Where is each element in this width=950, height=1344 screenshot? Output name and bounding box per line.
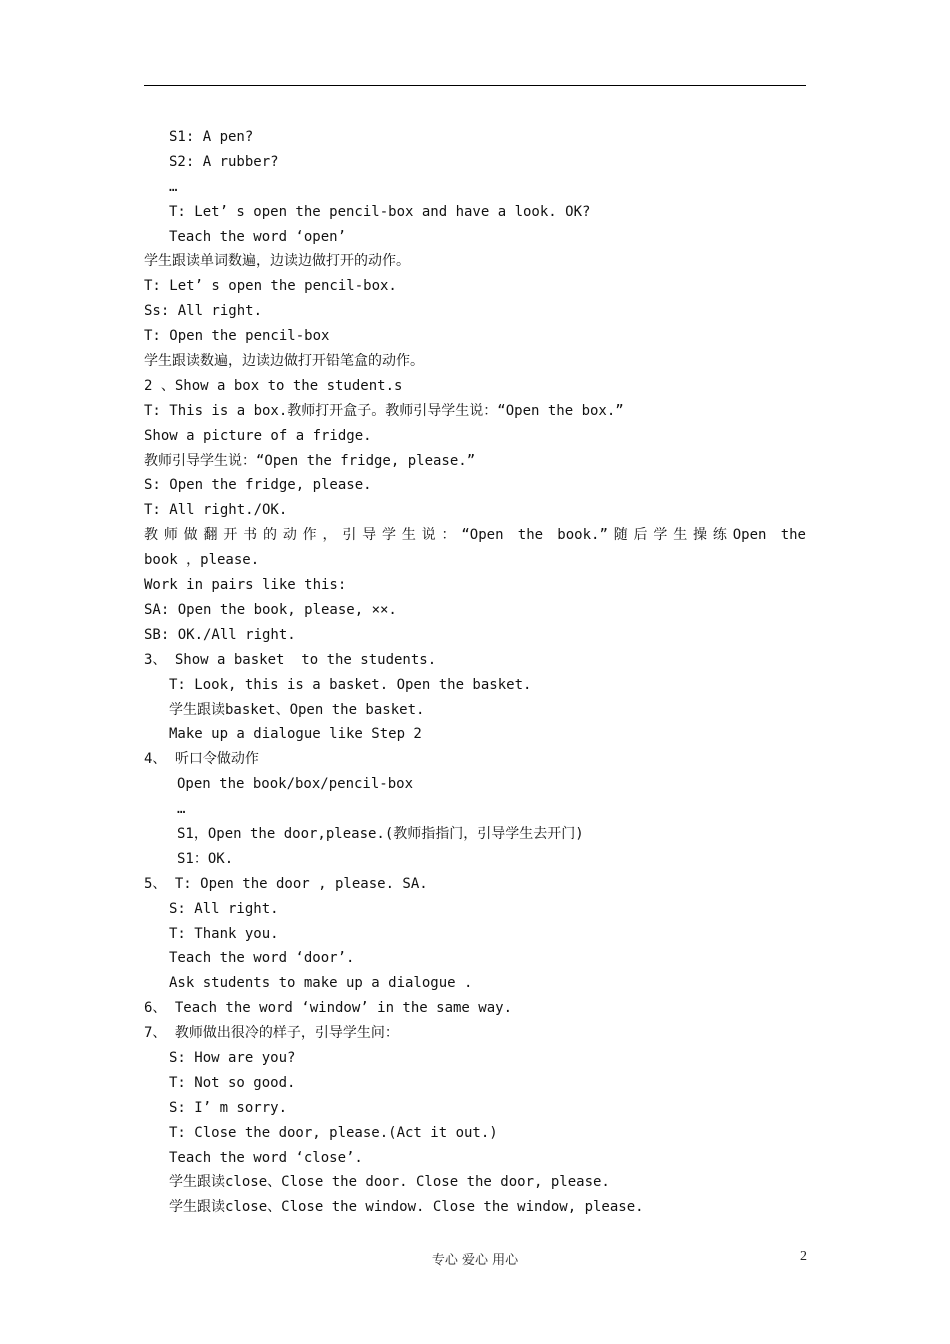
text-line: 2 、Show a box to the student.s	[144, 377, 403, 394]
text-line: 4、 听口令做动作	[144, 751, 259, 768]
text-line: S1: A pen?	[169, 129, 254, 145]
text-line: S: Open the fridge, please.	[144, 477, 372, 494]
text-line: 5、 T: Open the door , please. SA.	[144, 875, 428, 892]
header-rule	[144, 85, 806, 86]
text-line: T: Let’ s open the pencil-box.	[144, 278, 397, 295]
text-line: Show a picture of a fridge.	[144, 427, 372, 444]
text-line: …	[177, 801, 186, 818]
text-line: Teach the word ‘door’.	[169, 950, 355, 967]
text-line: T: Look, this is a basket. Open the basket.	[169, 676, 532, 693]
text-line: Teach the word ‘close’.	[169, 1149, 363, 1166]
text-line: T: This is a box.教师打开盒子。教师引导学生说：“Open the box.”	[144, 402, 624, 419]
text-line: S: All right.	[169, 900, 279, 917]
page-footer: 专心 爱心 用心	[431, 1253, 519, 1268]
text-line: S: How are you?	[169, 1049, 296, 1066]
text-line: S1，Open the door,please.(教师指指门，引导学生去开门)	[177, 825, 584, 842]
text-line: S1：OK.	[177, 850, 234, 867]
text-line: Ss: All right.	[144, 303, 263, 320]
text-line: T: Let’ s open the pencil-box and have a look. OK?	[169, 203, 591, 220]
text-line: Open the book/box/pencil-box	[177, 776, 414, 793]
text-line: Teach the word ‘open’	[169, 228, 347, 245]
text-line: T: Thank you.	[169, 925, 279, 942]
text-line: 7、 教师做出很冷的样子，引导学生问：	[144, 1025, 399, 1042]
text-line: 学生跟读basket、Open the basket.	[169, 701, 425, 718]
text-line: 学生跟读close、Close the window. Close the window, please.	[169, 1199, 644, 1216]
text-line: Make up a dialogue like Step 2	[169, 726, 422, 743]
text-line: S: I’ m sorry.	[169, 1099, 288, 1116]
text-line: …	[169, 178, 178, 195]
text-line: 6、 Teach the word ‘window’ in the same way.	[144, 1000, 513, 1017]
text-line: 学生跟读单词数遍，边读边做打开的动作。	[144, 253, 410, 270]
text-line: SA: Open the book, please, ××.	[144, 601, 397, 618]
text-line: Work in pairs like this:	[144, 577, 347, 594]
text-line: 学生跟读close、Close the door. Close the door, please.	[169, 1174, 610, 1191]
text-line: book ，please.	[144, 552, 260, 569]
text-line: S2: A rubber?	[169, 153, 279, 170]
text-line: T: Close the door, please.(Act it out.)	[169, 1124, 498, 1141]
document-body	[144, 125, 806, 1220]
text-line: T: Open the pencil-box	[144, 328, 330, 345]
text-line: 3、 Show a basket to the students.	[144, 651, 437, 668]
text-line: 学生跟读数遍，边读边做打开铅笔盒的动作。	[144, 353, 424, 370]
text-line: 教师做翻开书的动作，引导学生说：“Open the book.”随后学生操练Open the	[144, 527, 806, 544]
text-line: T: All right./OK.	[144, 502, 288, 519]
text-line: 教师引导学生说：“Open the fridge, please.”	[144, 452, 476, 469]
text-line: Ask students to make up a dialogue .	[169, 975, 473, 992]
text-line: T: Not so good.	[169, 1074, 296, 1091]
text-line: SB: OK./All right.	[144, 626, 296, 643]
page-number: 2	[800, 1249, 807, 1264]
